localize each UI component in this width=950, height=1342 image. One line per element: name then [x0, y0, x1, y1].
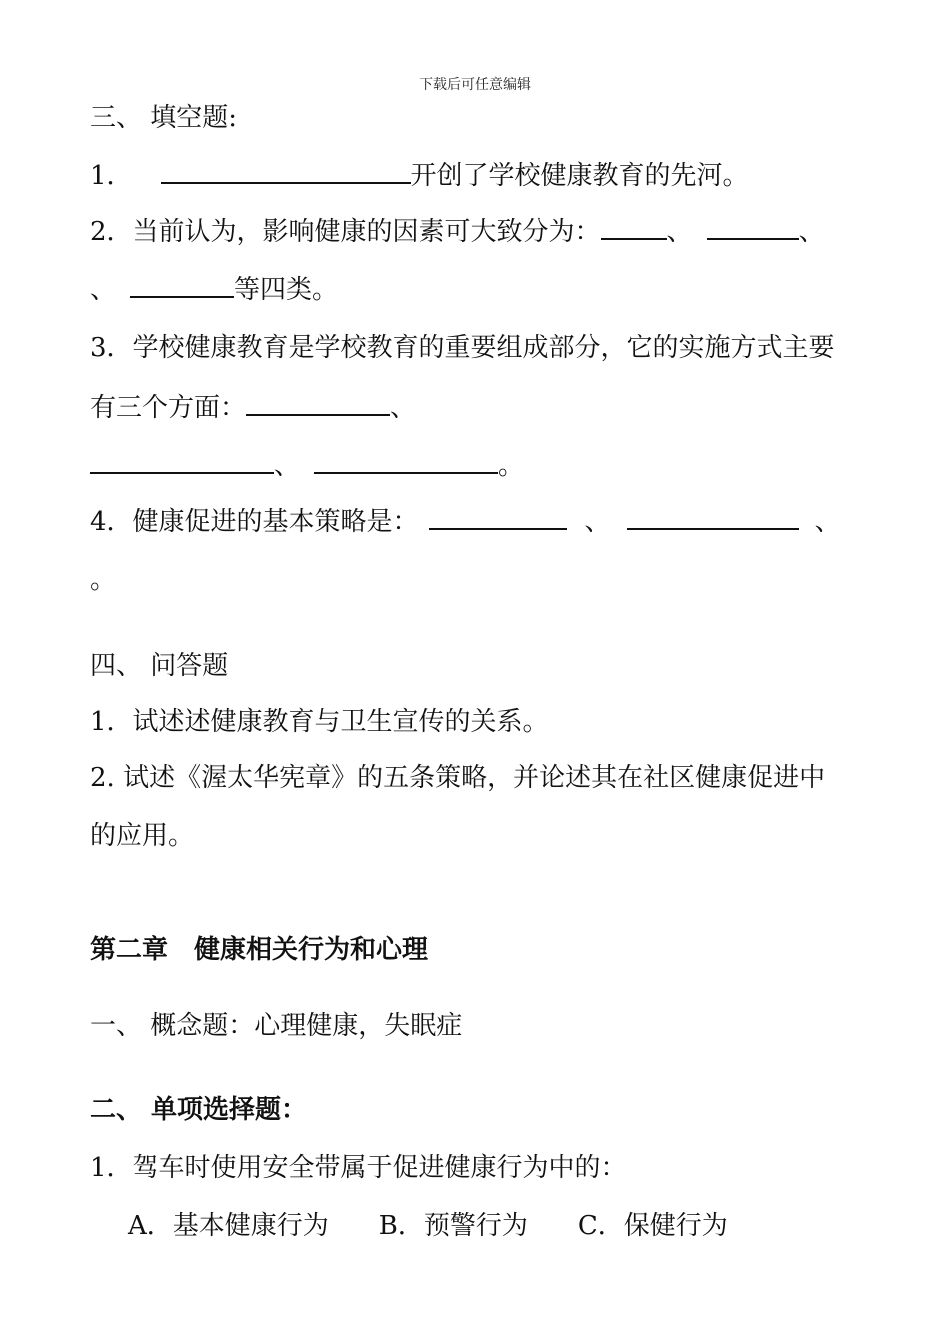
- fill-question-3: 3．学校健康教育是学校教育的重要组成部分，它的实施方式主要: [90, 333, 835, 363]
- separator: 、: [814, 507, 841, 537]
- answer-blank[interactable]: [627, 506, 799, 530]
- essay-question-1: 1．试述述健康教育与卫生宣传的关系。: [90, 707, 549, 737]
- choice-options: [128, 1208, 728, 1244]
- separator: 、: [390, 393, 417, 423]
- answer-blank[interactable]: [161, 160, 411, 184]
- option-b[interactable]: B．预警行为: [378, 1211, 528, 1241]
- question-text: 开创了学校健康教育的先河。: [410, 161, 749, 191]
- fill-question-2: [90, 214, 825, 250]
- answer-blank[interactable]: [130, 274, 234, 298]
- choice-section-title: 二、 单项选择题：: [90, 1095, 308, 1125]
- page-header-note: 下载后可任意编辑: [419, 77, 531, 93]
- fill-question-4-end: 。: [90, 565, 117, 595]
- question-number: 1．: [90, 161, 133, 191]
- separator: 、: [666, 217, 693, 247]
- option-a[interactable]: A．基本健康行为: [128, 1211, 329, 1241]
- question-text: 有三个方面：: [90, 393, 247, 423]
- fill-question-3-line2: [90, 390, 416, 426]
- separator: 、: [798, 217, 825, 247]
- fill-question-2-cont: [90, 272, 338, 308]
- option-c[interactable]: C．保健行为: [577, 1211, 728, 1241]
- fill-question-3-line3: [90, 448, 524, 484]
- question-text: 2．当前认为，影响健康的因素可大致分为：: [90, 217, 601, 247]
- concept-section: 一、 概念题：心理健康，失眠症: [90, 1011, 463, 1041]
- section4-title: 四、 问答题: [90, 651, 229, 681]
- answer-blank[interactable]: [429, 506, 567, 530]
- fill-question-1: [90, 158, 749, 194]
- question-text: 等四类。: [234, 275, 339, 305]
- fill-question-4: [90, 504, 841, 540]
- essay-question-2-cont: 的应用。: [90, 821, 195, 851]
- separator: 、: [584, 507, 611, 537]
- choice-question-1: 1．驾车时使用安全带属于促进健康行为中的：: [90, 1153, 627, 1183]
- section3-title: 三、 填空题:: [90, 103, 238, 133]
- answer-blank[interactable]: [246, 392, 390, 416]
- question-text: 4．健康促进的基本策略是：: [90, 507, 419, 537]
- answer-blank[interactable]: [90, 450, 274, 474]
- essay-question-2: 2. 试述《渥太华宪章》的五条策略，并论述其在社区健康促进中: [90, 763, 826, 793]
- answer-blank[interactable]: [707, 216, 799, 240]
- chapter-title: 第二章 健康相关行为和心理: [90, 935, 429, 965]
- answer-blank[interactable]: [314, 450, 498, 474]
- separator: 、: [274, 451, 301, 481]
- answer-blank[interactable]: [601, 216, 667, 240]
- period: 。: [498, 451, 525, 481]
- separator: 、: [90, 275, 117, 305]
